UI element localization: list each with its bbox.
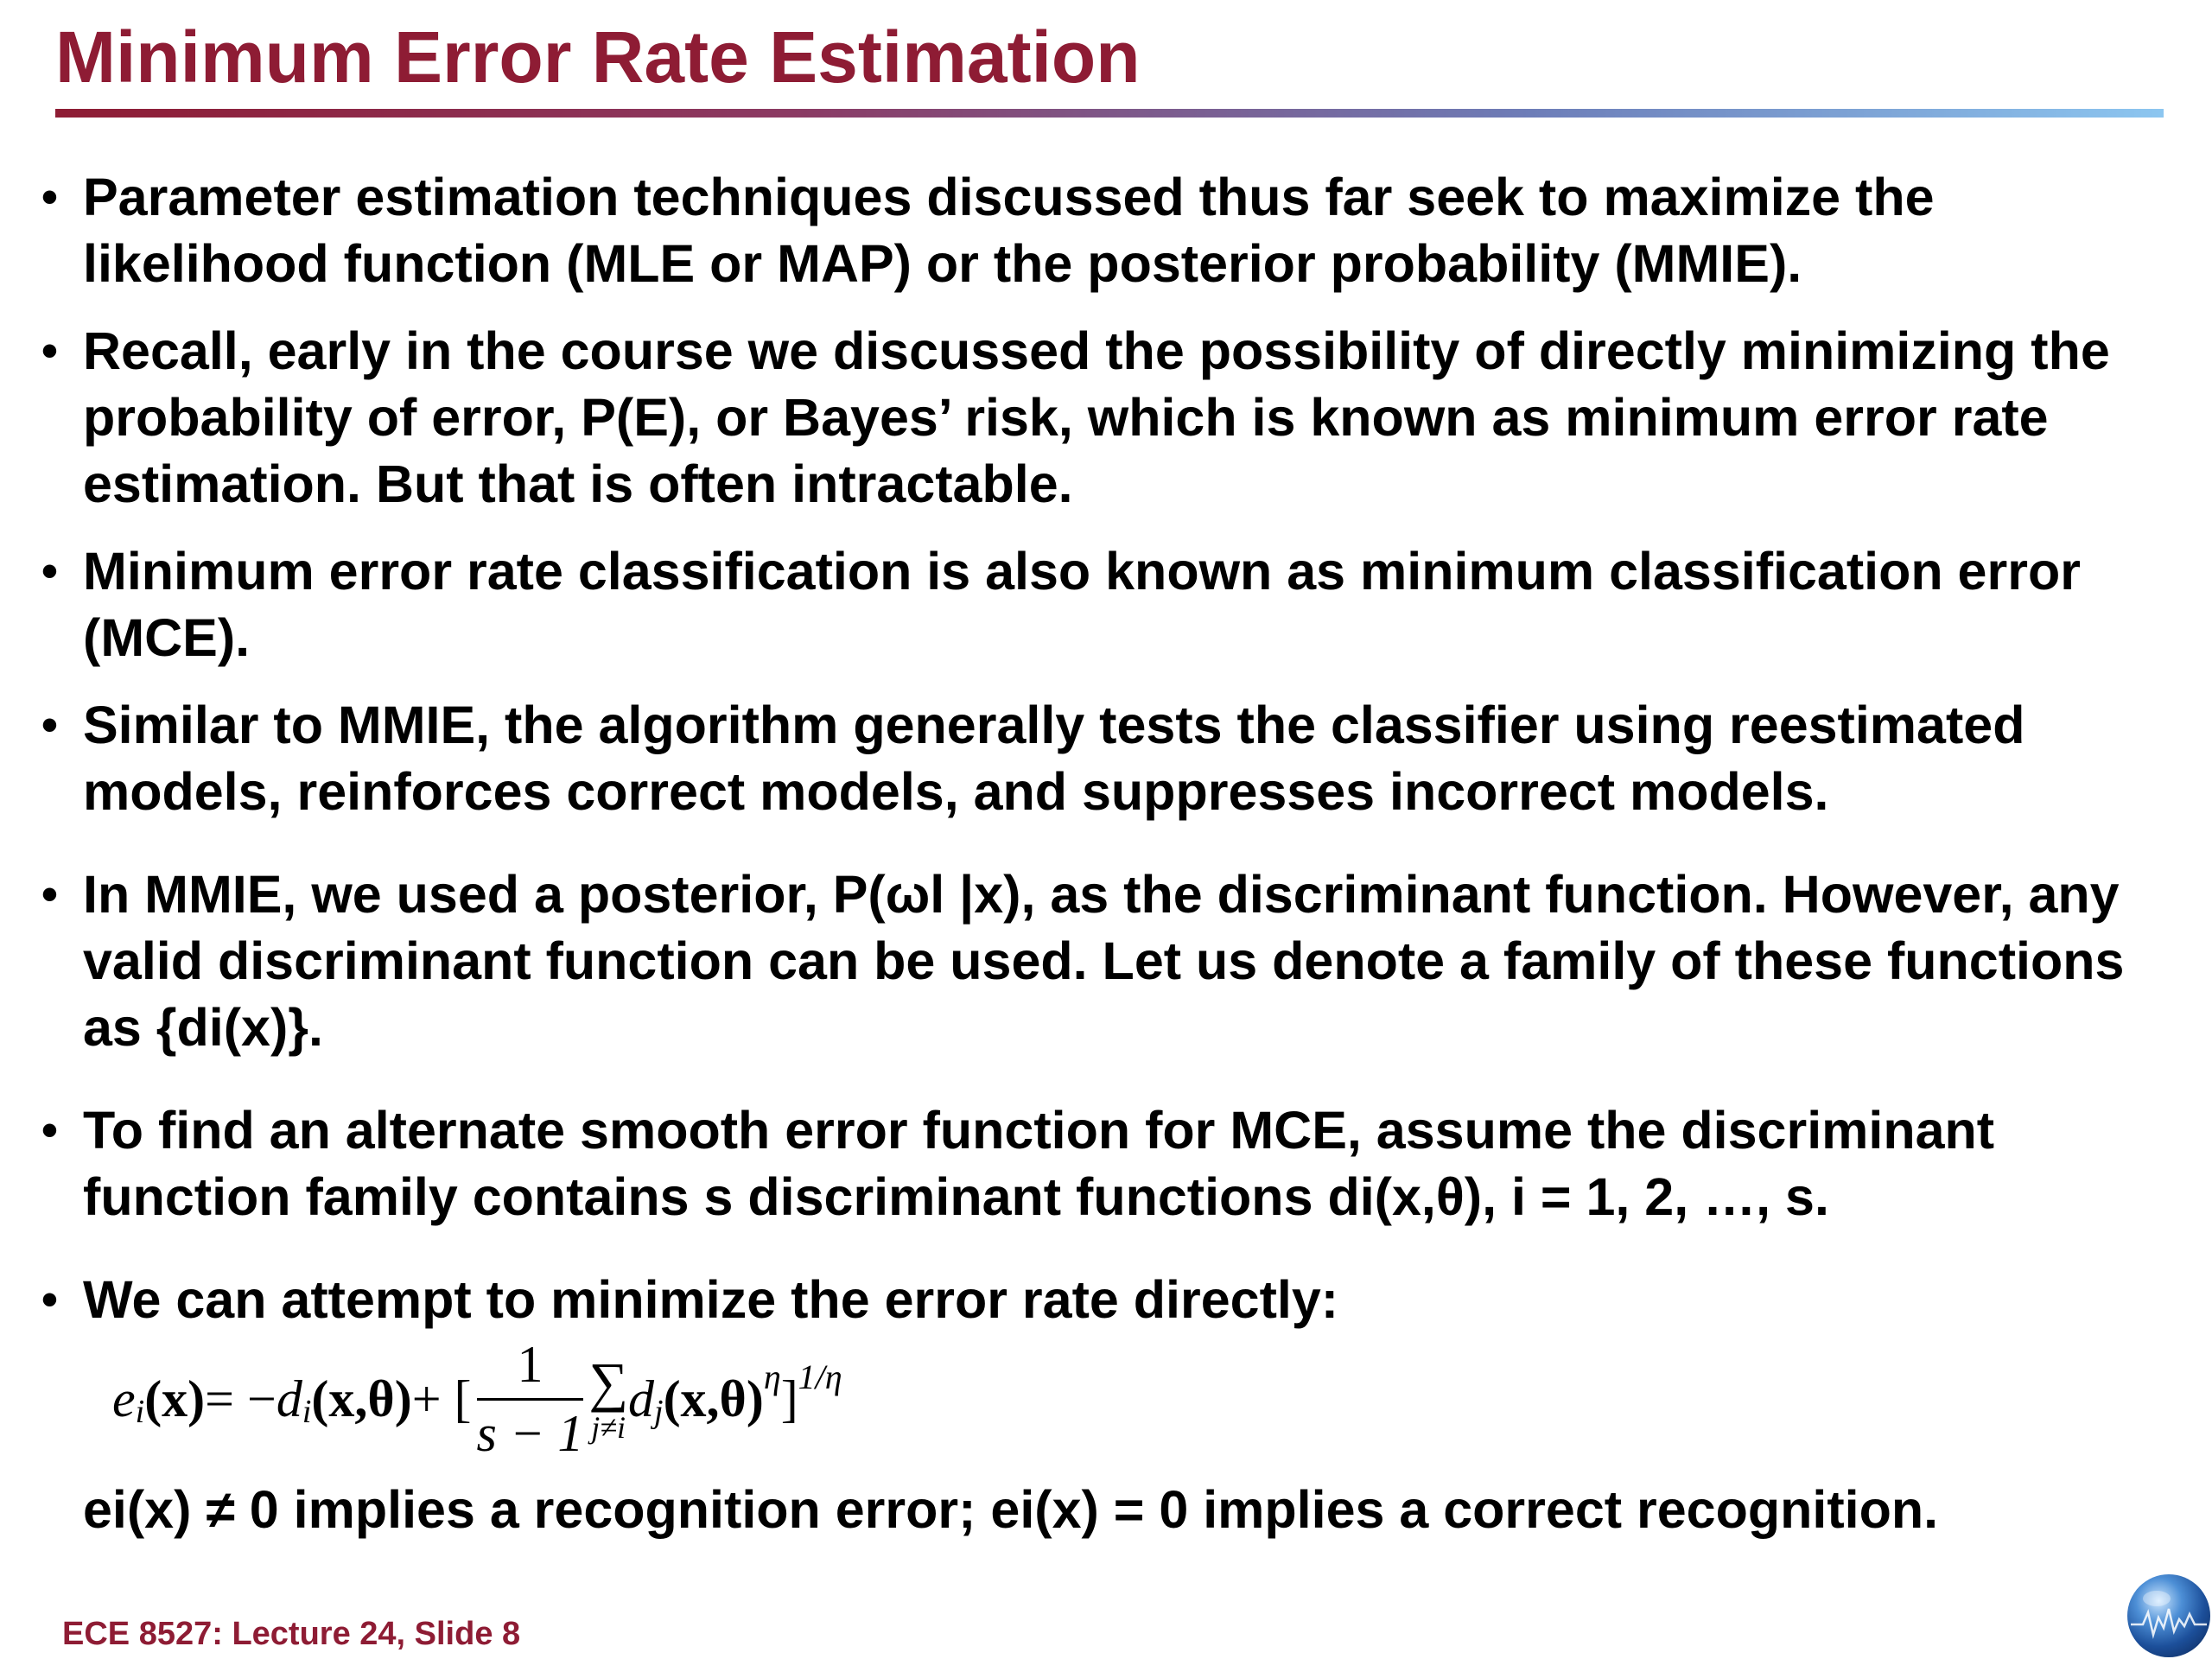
bullet-marker: • <box>41 171 58 223</box>
eq-sum-limit: j≠i <box>591 1409 626 1445</box>
bullet-item <box>41 538 2167 671</box>
bullet-text: Minimum error rate classification is also known as minimum classification error (MCE). <box>83 542 2081 667</box>
eq-equals-minus: = − <box>205 1370 276 1427</box>
eq-lhs-e: e <box>112 1370 136 1427</box>
bullet-list <box>41 164 2167 1333</box>
title-divider <box>55 109 2164 118</box>
bullet-marker: • <box>41 699 58 751</box>
bullet-text: Parameter estimation techniques discussed thus far seek to maximize the likelihood function (MLE or MAP) or the posterior probability (MMIE). <box>83 168 1935 293</box>
bullet-item <box>41 318 2167 518</box>
bullet-item <box>41 1097 2167 1230</box>
bullet-text: Similar to MMIE, the algorithm generally tests the classifier using reestimated models, reinforces correct models, and suppresses incorrect models. <box>83 696 2025 821</box>
eq-lhs-arg: (x) <box>144 1370 206 1427</box>
bullet-text: We can attempt to minimize the error rate directly: <box>83 1270 1339 1329</box>
eq-frac-numerator: 1 <box>477 1335 584 1401</box>
eq-frac-denominator: s − 1 <box>476 1405 584 1462</box>
conclusion-text: ei(x) ≠ 0 implies a recognition error; ei(x) = 0 implies a correct recognition. <box>83 1480 1939 1539</box>
eq-summation <box>588 1351 628 1445</box>
eq-d-arg: (x,θ) <box>311 1370 412 1427</box>
bullet-item <box>41 164 2167 297</box>
bullet-item <box>41 1267 2167 1333</box>
bullet-text: In MMIE, we used a posterior, P(ωl |x), as the discriminant function. However, any valid discriminant function can be used. Let us denote a family of these functions as {di(x)}. <box>83 865 2125 1057</box>
bullet-item <box>41 692 2167 825</box>
bullet-item <box>41 861 2167 1061</box>
eq-d: d <box>276 1370 302 1427</box>
eq-dj-arg: (x,θ) <box>663 1370 764 1427</box>
error-rate-equation <box>112 1335 842 1465</box>
eq-plus-bracket: + [ <box>411 1370 472 1427</box>
bullet-text: To find an alternate smooth error function for MCE, assume the discriminant function family contains s discriminant functions di(x,θ), i = 1, 2, …, s. <box>83 1101 1995 1226</box>
bullet-marker: • <box>41 1274 58 1325</box>
globe-logo-icon <box>2127 1574 2210 1657</box>
eq-outer-exponent: 1/η <box>798 1357 842 1396</box>
bullet-text: Recall, early in the course we discussed the possibility of directly minimizing the probability of error, P(E), or Bayes’ risk, which is known as minimum error rate estimation. But that is often intractable. <box>83 321 2110 513</box>
eq-d-sub: i <box>302 1393 312 1430</box>
slide-footer: ECE 8527: Lecture 24, Slide 8 <box>62 1616 521 1652</box>
eq-dj: d <box>628 1370 654 1427</box>
eq-lhs-sub: i <box>135 1393 145 1430</box>
eq-eta: η <box>763 1357 781 1396</box>
slide-title: Minimum Error Rate Estimation <box>55 16 1141 98</box>
eq-fraction <box>477 1335 584 1464</box>
bullet-marker: • <box>41 545 58 597</box>
bullet-marker: • <box>41 325 58 377</box>
eq-close-bracket: ] <box>780 1370 798 1427</box>
sum-sign-icon: ∑ <box>588 1351 628 1413</box>
bullet-marker: • <box>41 1104 58 1156</box>
eq-dj-sub: j <box>654 1393 664 1430</box>
bullet-marker: • <box>41 868 58 920</box>
